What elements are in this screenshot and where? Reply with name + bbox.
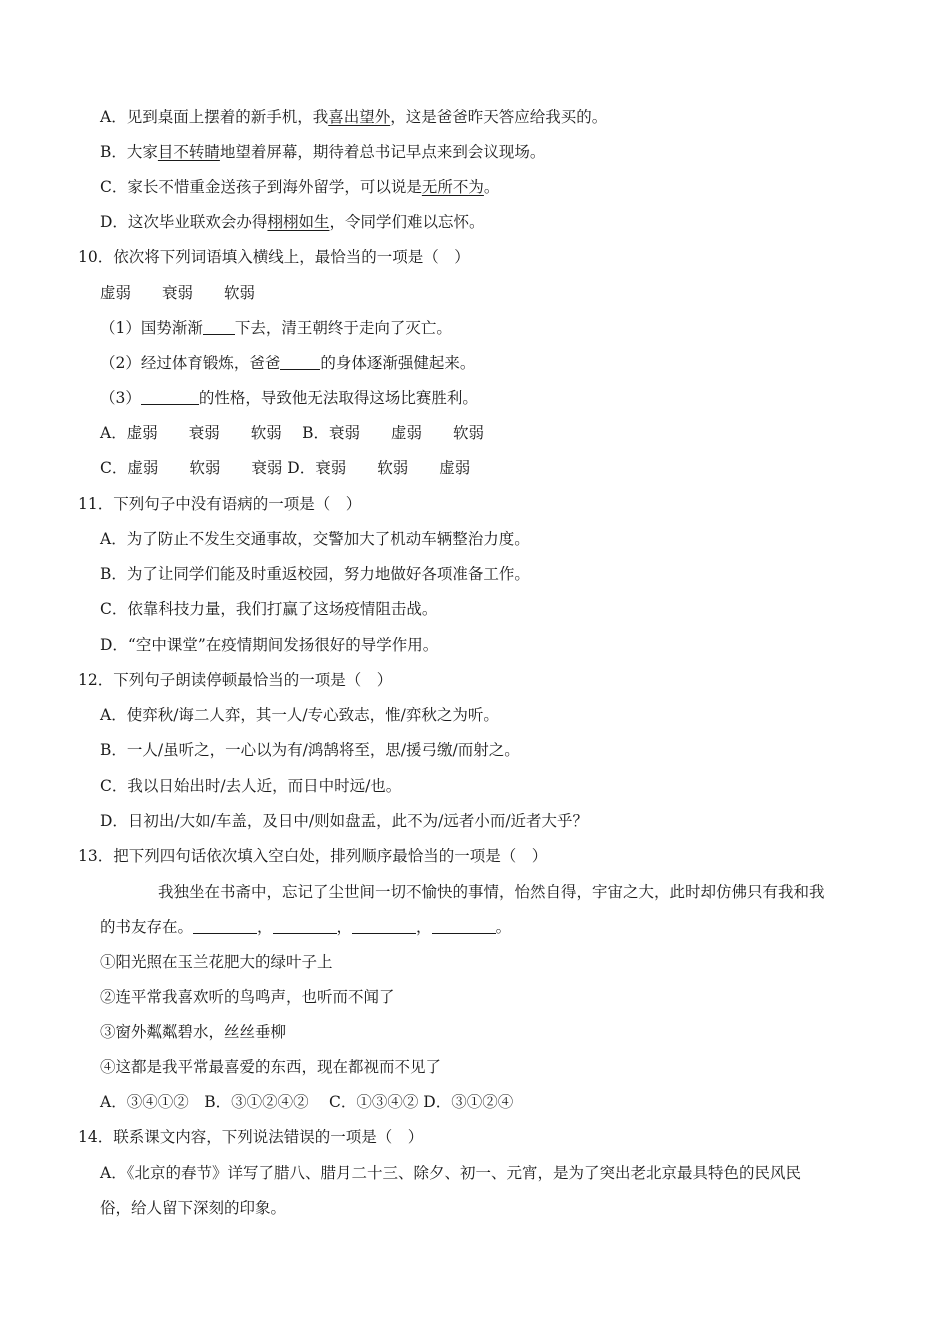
q10-word-bank: 虚弱 衰弱 软弱	[100, 284, 256, 302]
q9-a-text: A．见到桌面上摆着的新手机，我	[100, 108, 329, 126]
q9-c-idiom: 无所不为	[421, 178, 484, 196]
q12-option-c: C．我以日始出时/去人近，而日中时远/也。	[100, 777, 402, 795]
q9-option-a	[100, 107, 607, 127]
q9-c-text-end: 。	[483, 178, 500, 196]
q12-stem: 12．下列句子朗读停顿最恰当的一项是（ ）	[78, 671, 393, 689]
q13-sentence-2: ②连平常我喜欢听的鸟鸣声，也听而不闻了	[100, 988, 395, 1006]
q11-stem: 11．下列句子中没有语病的一项是（ ）	[78, 495, 362, 513]
fill-blank	[280, 354, 320, 370]
q9-d-idiom: 栩栩如生	[267, 213, 330, 231]
q13-passage-line-1: 我独坐在书斋中，忘记了尘世间一切不愉快的事情，怡然自得，宇宙之大，此时却仿佛只有我和我	[158, 883, 825, 901]
q9-d-text: D．这次毕业联欢会办得	[100, 213, 268, 231]
q10-options-cd: C．虚弱 软弱 衰弱 D．衰弱 软弱 虚弱	[100, 459, 471, 477]
q10-options-ab: A．虚弱 衰弱 软弱 B．衰弱 虚弱 软弱	[100, 424, 485, 442]
fill-blank	[273, 918, 337, 934]
q9-c-text: C．家长不惜重金送孩子到海外留学，可以说是	[100, 178, 422, 196]
q11-option-b: B．为了让同学们能及时重返校园，努力地做好各项准备工作。	[100, 565, 530, 583]
q14-stem: 14．联系课文内容，下列说法错误的一项是（ ）	[78, 1128, 424, 1146]
q14-option-a-line-1: A．《北京的春节》详写了腊八、腊月二十三、除夕、初一、元宵，是为了突出老北京最具特色的民风民	[100, 1164, 801, 1182]
fill-blank	[432, 918, 496, 934]
q12-option-a: A．使弈秋/诲二人弈，其一人/专心致志，惟/弈秋之为听。	[100, 706, 499, 724]
q11-option-a: A．为了防止不发生交通事故，交警加大了机动车辆整治力度。	[100, 530, 530, 548]
q13-stem: 13．把下列四句话依次填入空白处，排列顺序最恰当的一项是（ ）	[78, 847, 548, 865]
q12-option-b: B．一人/虽听之，一心以为有/鸿鹄将至，思/援弓缴/而射之。	[100, 741, 520, 759]
q13-sentence-4: ④这都是我平常最喜爱的东西，现在都视而不见了	[100, 1058, 442, 1076]
q9-b-text-end: 地望着屏幕，期待着总书记早点来到会议现场。	[219, 143, 546, 161]
q13-options: A．③④①② B．③①②④② C．①③④② D．③①②④	[100, 1093, 514, 1111]
q14-option-a-line-2: 俗，给人留下深刻的印象。	[100, 1199, 287, 1217]
q10-stem: 10．依次将下列词语填入横线上，最恰当的一项是（ ）	[78, 248, 470, 266]
q12-option-d: D．日初出/大如/车盖，及日中/则如盘盂，此不为/远者小而/近者大乎？	[100, 812, 589, 830]
q11-option-d: D．“空中课堂”在疫情期间发扬很好的导学作用。	[100, 636, 439, 654]
fill-blank	[193, 918, 257, 934]
q9-b-text: B．大家	[100, 143, 158, 161]
q13-sentence-1: ①阳光照在玉兰花肥大的绿叶子上	[100, 953, 333, 971]
fill-blank	[203, 319, 235, 335]
fill-blank	[352, 918, 416, 934]
q10-sentence-2: （2）经过体育锻炼，爸爸 的身体逐渐强健起来。	[100, 354, 476, 372]
fill-blank	[141, 389, 199, 405]
q9-a-text-end: ，这是爸爸昨天答应给我买的。	[390, 108, 608, 126]
q9-option-d	[100, 212, 484, 232]
q11-option-c: C．依靠科技力量，我们打赢了这场疫情阻击战。	[100, 600, 438, 618]
q9-a-idiom: 喜出望外	[328, 108, 391, 126]
q13-passage-line-2: 的书友存在。 ， ， ， 。	[100, 918, 512, 936]
q10-sentence-1: （1）国势渐渐 下去，清王朝终于走向了灭亡。	[100, 319, 452, 337]
q9-option-c	[100, 177, 499, 197]
q9-option-b	[100, 142, 545, 162]
q9-b-idiom: 目不转睛	[157, 143, 220, 161]
q13-sentence-3: ③窗外粼粼碧水，丝丝垂柳	[100, 1023, 287, 1041]
q10-sentence-3: （3） 的性格，导致他无法取得这场比赛胜利。	[100, 389, 478, 407]
q9-d-text-end: ，令同学们难以忘怀。	[329, 213, 485, 231]
